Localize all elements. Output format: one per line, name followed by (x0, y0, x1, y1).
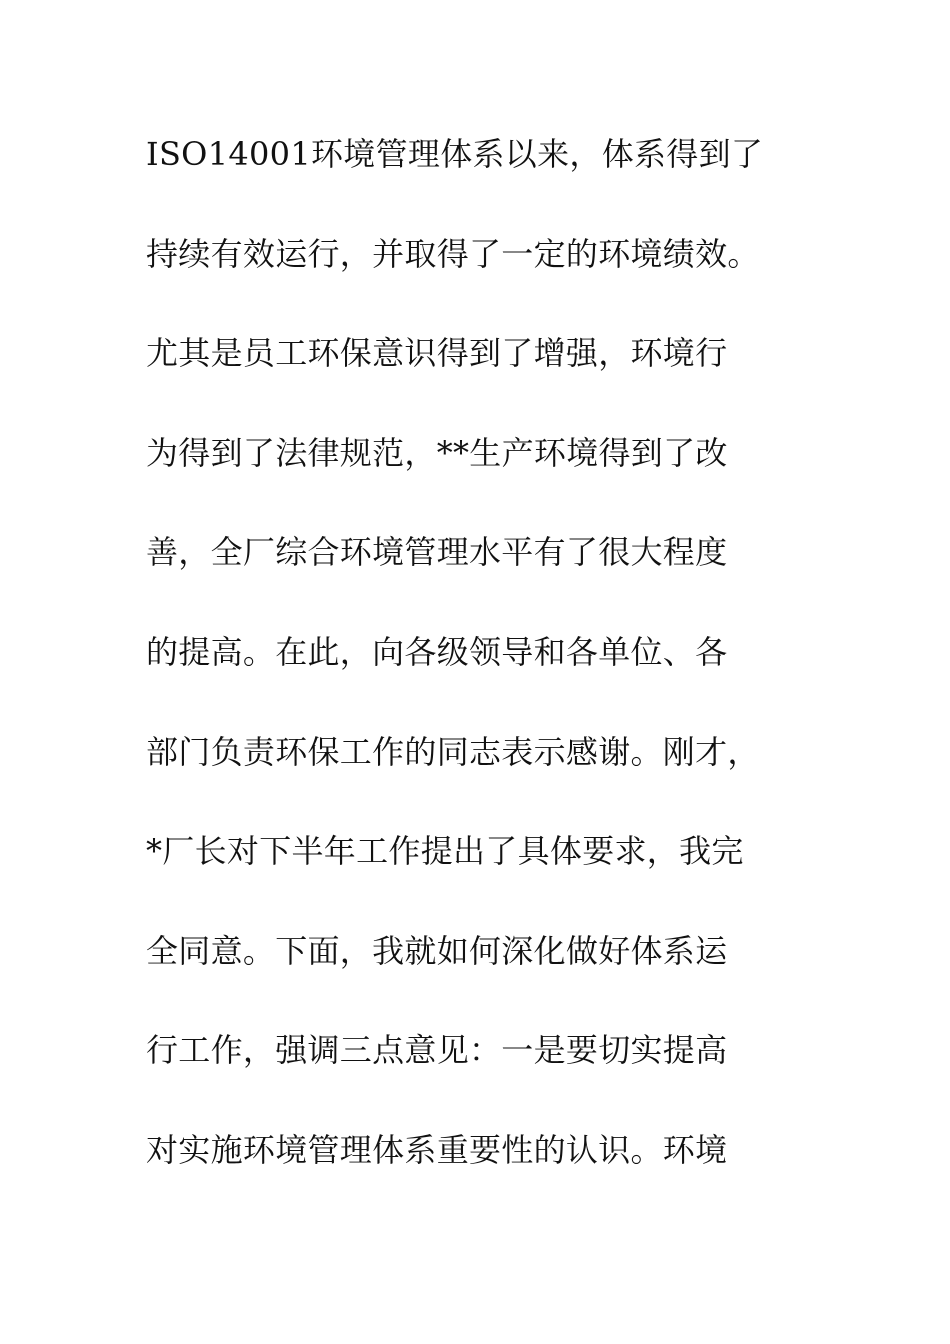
text-line: 尤其是员工环保意识得到了增强，环境行 (146, 334, 728, 373)
text-line: 的提高。在此，向各级领导和各单位、各 (146, 632, 728, 671)
text-line: ISO14001环境管理体系以来，体系得到了 (146, 135, 764, 173)
body-text (146, 124, 806, 1220)
text-line: 行工作，强调三点意见：一是要切实提高 (146, 1031, 728, 1070)
text-line: 对实施环境管理体系重要性的认识。环境 (146, 1130, 728, 1169)
text-line: *厂长对下半年工作提出了具体要求，我完 (146, 832, 744, 871)
text-line: 为得到了法律规范，**生产环境得到了改 (146, 433, 728, 472)
text-line: 全同意。下面，我就如何深化做好体系运 (146, 931, 728, 970)
text-line: 持续有效运行，并取得了一定的环境绩效。 (146, 234, 760, 273)
text-line: 部门负责环保工作的同志表示感谢。刚才， (146, 732, 760, 771)
text-line: 善，全厂综合环境管理水平有了很大程度 (146, 533, 728, 572)
